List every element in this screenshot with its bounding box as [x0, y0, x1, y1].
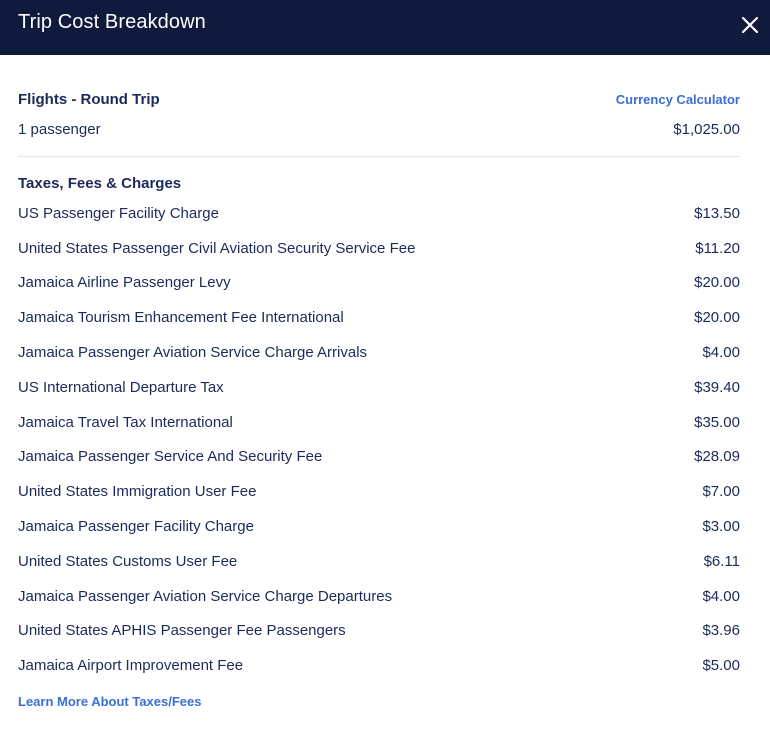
tax-list	[18, 196, 740, 683]
tax-label: US International Departure Tax	[18, 378, 224, 396]
tax-label: Jamaica Passenger Service And Security Fee	[18, 448, 323, 466]
dialog-header	[0, 0, 770, 55]
tax-row	[18, 335, 740, 370]
tax-label: Jamaica Passenger Aviation Service Charge Arrivals	[18, 344, 368, 362]
dialog-title: Trip Cost Breakdown	[18, 11, 206, 33]
tax-row	[18, 614, 740, 649]
tax-amount: $20.00	[694, 274, 740, 292]
currency-calculator-link[interactable]: Currency Calculator	[615, 91, 740, 107]
tax-amount: $4.00	[702, 344, 740, 362]
dialog-body	[18, 86, 740, 709]
tax-row	[18, 405, 740, 440]
tax-amount: $3.96	[702, 622, 740, 640]
tax-label: United States Customs User Fee	[18, 552, 238, 570]
tax-label: United States Passenger Civil Aviation Security Service Fee	[18, 239, 416, 257]
tax-amount: $5.00	[702, 657, 740, 675]
tax-row	[18, 440, 740, 475]
tax-label: US Passenger Facility Charge	[18, 204, 219, 222]
tax-row	[18, 509, 740, 544]
tax-row	[18, 266, 740, 301]
passenger-label: 1 passenger	[18, 120, 101, 138]
tax-amount: $11.20	[695, 239, 740, 257]
tax-amount: $4.00	[702, 587, 740, 605]
tax-label: United States APHIS Passenger Fee Passengers	[18, 622, 346, 640]
tax-label: Jamaica Travel Tax International	[18, 413, 233, 431]
tax-amount: $7.00	[702, 483, 740, 501]
learn-more-taxes-link[interactable]: Learn More About Taxes/Fees	[18, 694, 202, 710]
tax-amount: $35.00	[694, 413, 740, 431]
tax-row	[18, 544, 740, 579]
tax-amount: $6.11	[703, 552, 740, 570]
flights-section-header	[18, 86, 740, 112]
close-button[interactable]	[737, 12, 763, 38]
tax-row	[18, 474, 740, 509]
taxes-section-header	[18, 170, 740, 196]
tax-amount: $3.00	[702, 518, 740, 536]
tax-label: Jamaica Passenger Aviation Service Charge Departures	[18, 587, 393, 605]
tax-label: United States Immigration User Fee	[18, 483, 257, 501]
taxes-section-title: Taxes, Fees & Charges	[18, 174, 182, 192]
tax-amount: $13.50	[694, 204, 740, 222]
passenger-amount: $1,025.00	[673, 120, 740, 138]
tax-row	[18, 196, 740, 231]
tax-amount: $39.40	[694, 378, 740, 396]
tax-row	[18, 370, 740, 405]
tax-label: Jamaica Passenger Facility Charge	[18, 518, 254, 536]
tax-label: Jamaica Airport Improvement Fee	[18, 657, 244, 675]
close-icon	[737, 12, 763, 38]
tax-amount: $20.00	[694, 309, 740, 327]
tax-label: Jamaica Airline Passenger Levy	[18, 274, 231, 292]
tax-amount: $28.09	[694, 448, 740, 466]
tax-label: Jamaica Tourism Enhancement Fee International	[18, 309, 344, 327]
tax-row	[18, 579, 740, 614]
section-divider	[18, 156, 740, 157]
tax-row	[18, 648, 740, 683]
tax-row	[18, 231, 740, 266]
tax-row	[18, 300, 740, 335]
flights-section-title: Flights - Round Trip	[18, 90, 160, 108]
passenger-row	[18, 112, 740, 146]
